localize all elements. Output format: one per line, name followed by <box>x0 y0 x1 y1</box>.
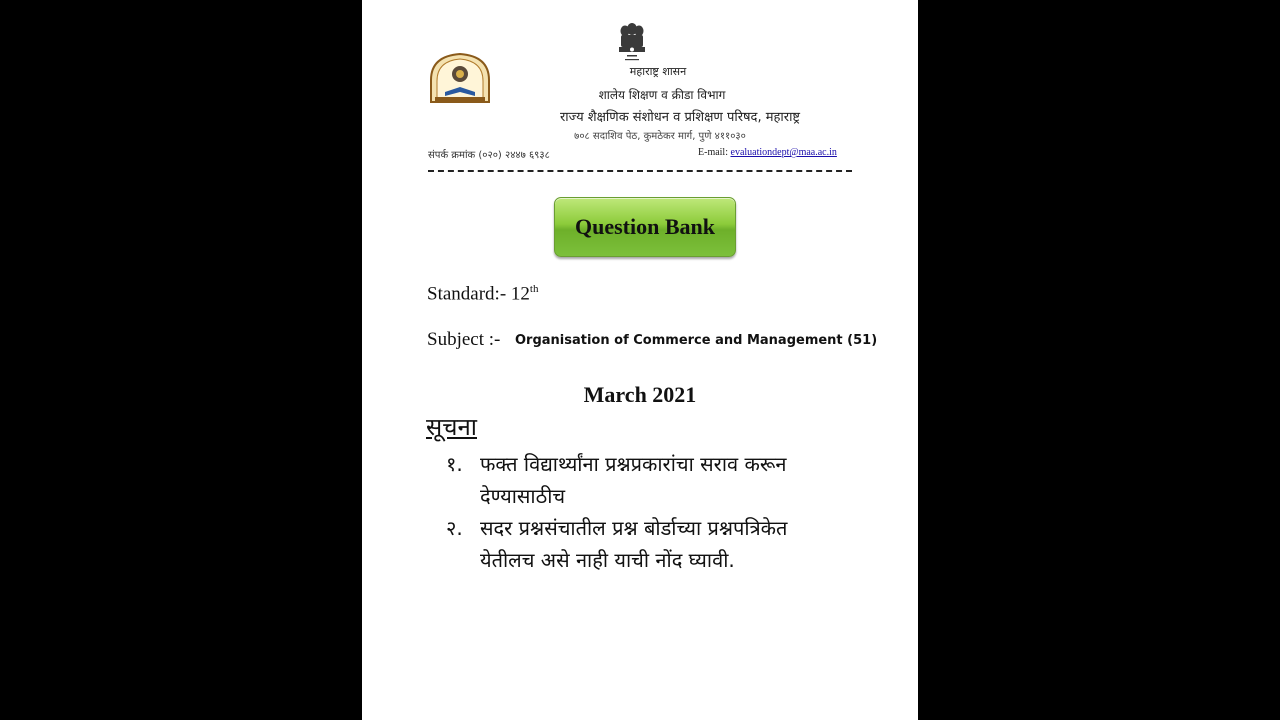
header-government: महाराष्ट्र शासन <box>629 65 687 78</box>
notice-title: सूचना <box>426 413 477 441</box>
exam-date: March 2021 <box>583 382 697 407</box>
notice-list <box>446 448 846 576</box>
notice-item-number: १. <box>446 452 463 476</box>
notice-item-text: सदर प्रश्नसंचातील प्रश्न बोर्डाच्या प्रश्नपत्रिकेत येतीलच असे नाही याची नोंद घ्यावी. <box>480 516 788 572</box>
notice-item-number: २. <box>446 516 463 540</box>
header-council: राज्य शैक्षणिक संशोधन व प्रशिक्षण परिषद, महाराष्ट्र <box>559 110 801 125</box>
header-address: ७०८ सदाशिव पेठ, कुमठेकर मार्ग, पुणे ४११०३० <box>574 131 746 142</box>
email-link[interactable]: evaluationdept@maa.ac.in <box>730 147 837 158</box>
standard-suffix: th <box>529 283 539 295</box>
notice-item <box>446 512 846 576</box>
state-emblem-icon <box>617 20 647 64</box>
notice-item <box>446 448 846 512</box>
standard-label: Standard:- 12 <box>427 283 530 305</box>
dashed-divider <box>428 170 852 172</box>
document-page <box>362 0 918 720</box>
question-bank-title: Question Bank <box>575 214 715 239</box>
question-bank-banner <box>554 197 736 257</box>
subject-value: Organisation of Commerce and Management (51) <box>515 333 878 348</box>
email-line <box>698 147 837 158</box>
notice-item-text: फक्त विद्यार्थ्यांना प्रश्नप्रकारांचा सराव करून देण्यासाठीच <box>480 452 787 508</box>
header-department: शालेय शिक्षण व क्रीडा विभाग <box>598 88 726 102</box>
contact-number: संपर्क क्रमांक (०२०) २४४७ ६९३८ <box>428 150 550 161</box>
email-label: E-mail: <box>698 147 731 158</box>
subject-label: Subject :- <box>427 329 501 350</box>
standard-line <box>427 283 538 305</box>
